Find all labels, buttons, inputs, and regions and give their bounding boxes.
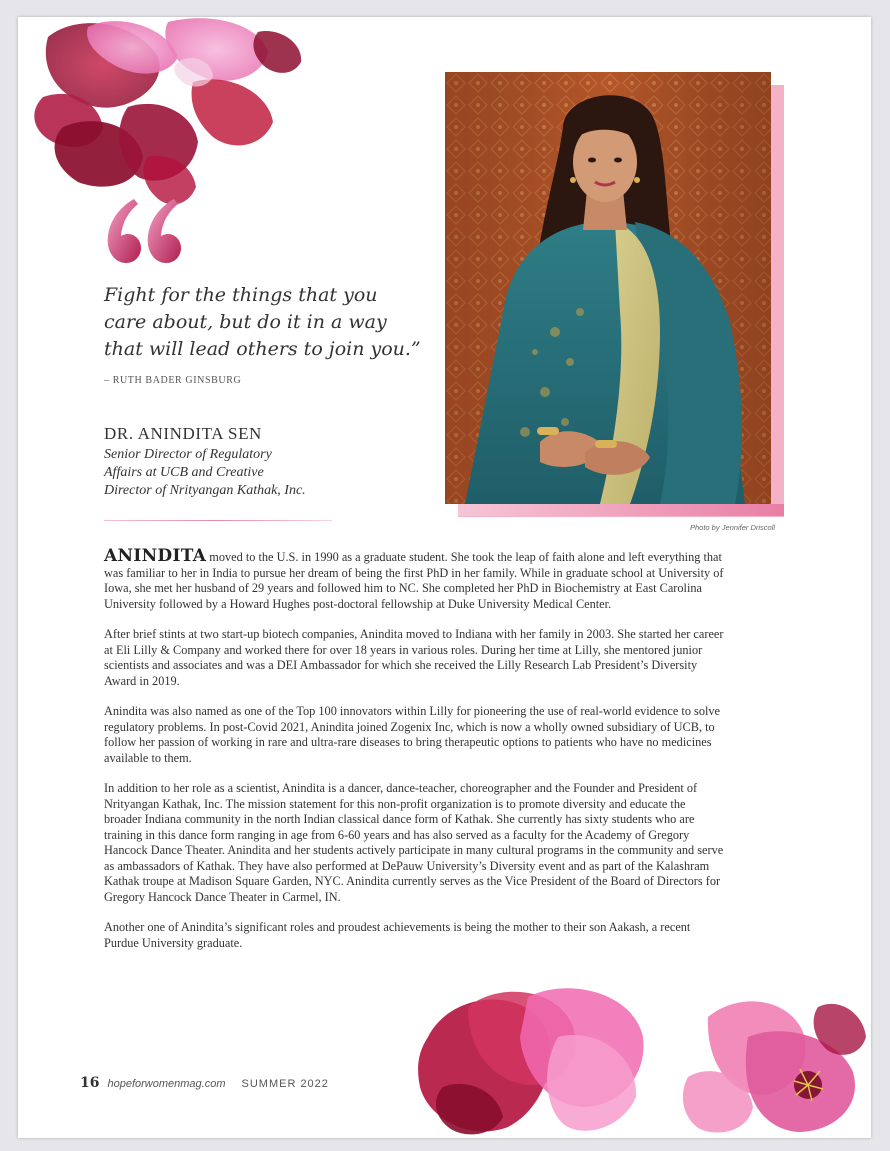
- page-number: 16: [80, 1075, 100, 1091]
- pull-quote: [104, 282, 434, 363]
- profile-name: DR. ANINDITA SEN: [104, 424, 262, 443]
- page-footer: [80, 1075, 329, 1091]
- article-body: [104, 546, 724, 966]
- profile-role: [104, 446, 344, 500]
- photo-frame-accent: [458, 504, 784, 516]
- watercolor-flowers-top-illustration: [18, 17, 318, 227]
- website-link[interactable]: hopeforwomenmag.com: [107, 1078, 226, 1090]
- section-divider: [104, 520, 332, 521]
- lead-name: ANINDITA: [104, 546, 207, 566]
- article-paragraph: After brief stints at two start-up biotech companies, Anindita moved to Indiana with her family in 2003. She started her career at Eli Lilly & Company and worked there for over 18 years in various roles. During her time at Lilly, she mentored junior scientists and associates and was a DEI Ambassador for which she received the Lilly Research Lab President’s Diversity Award in 2019.: [104, 627, 724, 688]
- profile-role-line: Senior Director of Regulatory: [104, 447, 272, 462]
- article-paragraph: [104, 546, 724, 612]
- paragraph-text: moved to the U.S. in 1990 as a graduate student. She took the leap of faith alone and left everything that was familiar to her in India to pursue her dream of being the first PhD in her family. While in graduate school at University of Iowa, she met her husband of 29 years and followed him to NC. She completed her PhD in Biochemistry at East Carolina University followed by a Howard Hughes post-doctoral fellowship at Duke University Medical Center.: [104, 550, 724, 611]
- watercolor-flowers-bottom-illustration: [408, 977, 871, 1138]
- open-quote-icon: [104, 197, 184, 267]
- article-paragraph: In addition to her role as a scientist, Anindita is a dancer, dance-teacher, choreographer and the Founder and President of Nrityangan Kathak, Inc. The mission statement for this non-profit organization is to promote diversity and educate the broader Indiana community in the north Indian classical dance form of Kathak. She currently has sixty students who are training in this dance form ranging in age from 6-60 years and has also served as a faculty for the Academy of Gregory Hancock Dance Theater. Anindita and her students actively participate in many cultural programs in the community and serve as ambassadors of Kathak. They have also performed at DePauw University’s Diversity event and as part of the Kalashram Kathak troupe at Madison Square Garden, NYC. Anindita currently serves as the Vice President of the Board of Directors for Gregory Hancock Dance Theater in Carmel, IN.: [104, 781, 724, 904]
- portrait-photo: [445, 72, 771, 504]
- profile-role-line: Director of Nrityangan Kathak, Inc.: [104, 483, 306, 498]
- pull-quote-line: care about, but do it in a way: [104, 311, 387, 333]
- article-paragraph: Another one of Anindita’s significant roles and proudest achievements is being the mother to their son Aakash, a recent Purdue University graduate.: [104, 920, 691, 950]
- photo-credit: Photo by Jennifer Driscoll: [690, 523, 776, 532]
- quote-author: – RUTH BADER GINSBURG: [104, 375, 242, 386]
- magazine-page: [18, 17, 871, 1138]
- article-paragraph: Anindita was also named as one of the Top 100 innovators within Lilly for pioneering the use of real-world evidence to solve regulatory problems. In post-Covid 2021, Anindita joined Zogenix Inc, which is now a wholly owned subsidiary of UCB, to follow her passion of working in rare and ultra-rare diseases to bring therapeutic options to patients who have no medicines available to them.: [104, 704, 720, 765]
- profile-role-line: Affairs at UCB and Creative: [104, 465, 264, 480]
- pull-quote-line: Fight for the things that you: [104, 284, 378, 306]
- issue-label: SUMMER 2022: [241, 1078, 329, 1090]
- pull-quote-line: that will lead others to join you.”: [104, 338, 421, 360]
